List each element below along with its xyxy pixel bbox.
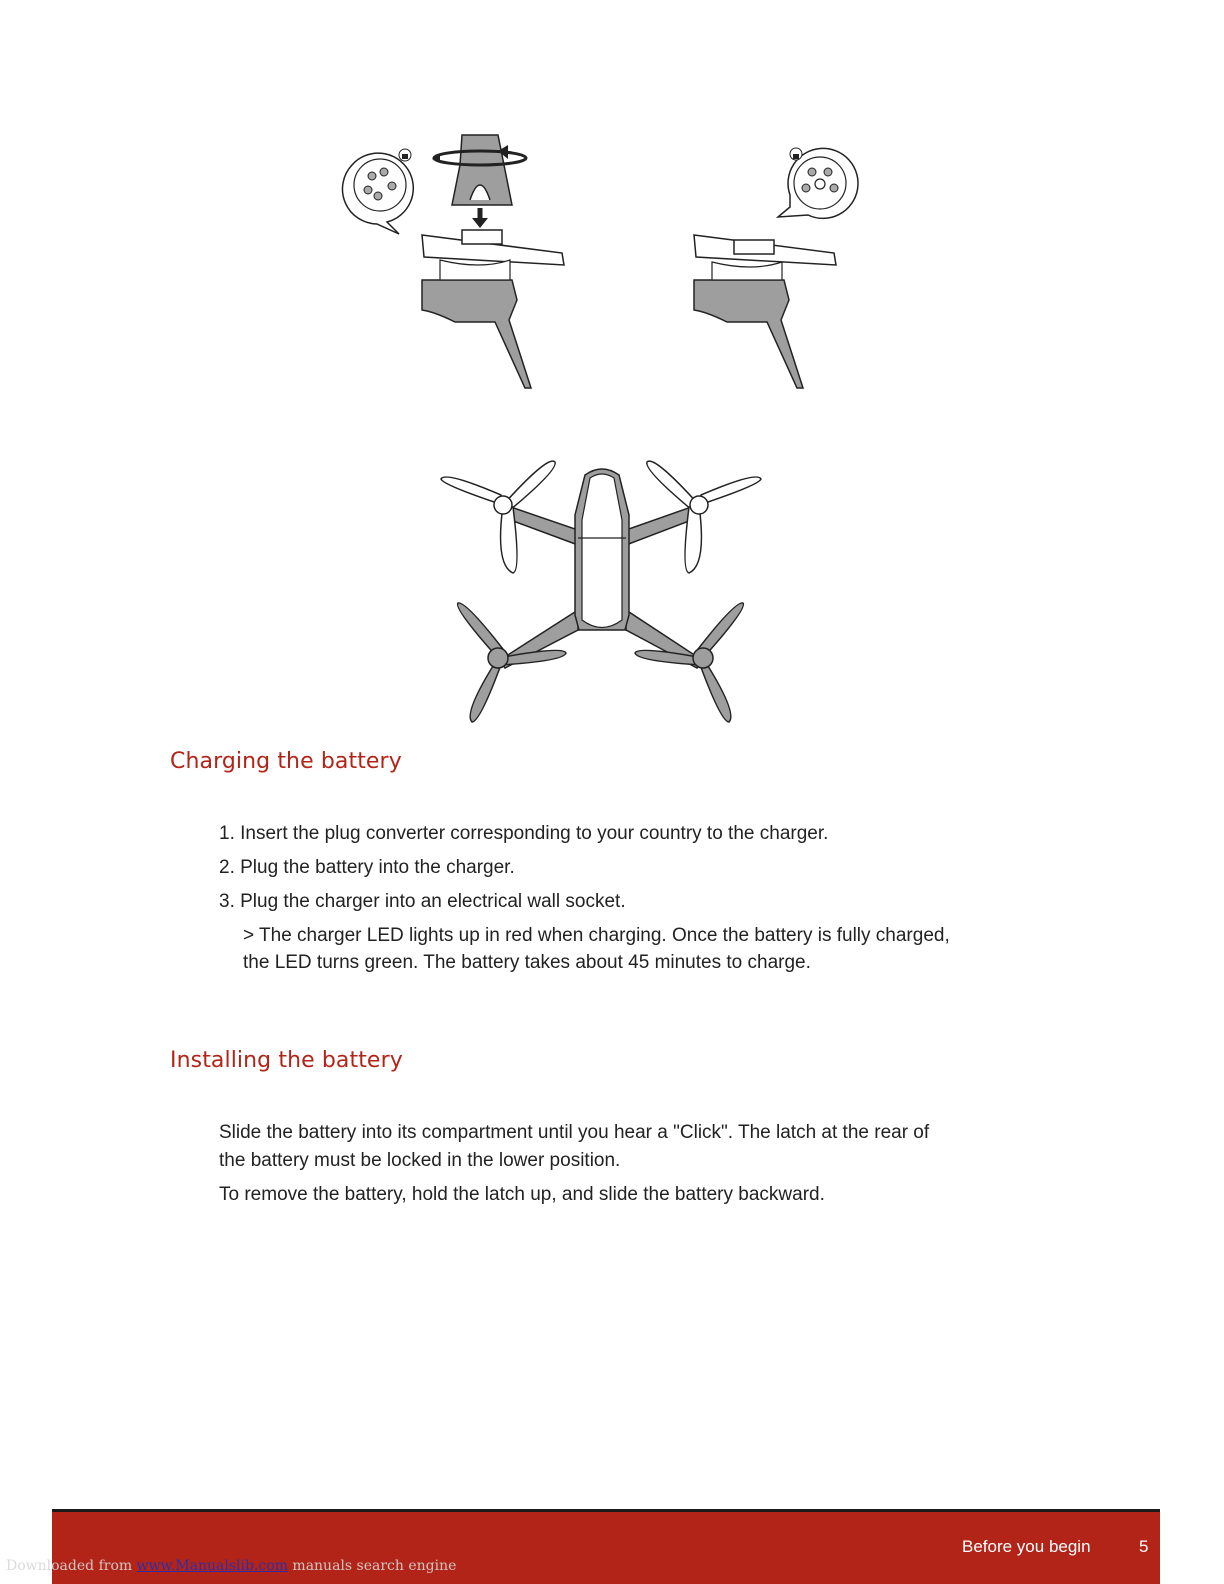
charging-step-1: 1. Insert the plug converter corresponding to your country to the charger. — [219, 823, 829, 844]
propeller-rear-right — [635, 603, 744, 722]
charging-section-title: Charging the battery — [170, 749, 402, 774]
lock-callout-bubble — [342, 149, 413, 234]
manualslib-watermark — [6, 1558, 456, 1574]
charging-step-2: 2. Plug the battery into the charger. — [219, 857, 515, 878]
propeller-hub-rotate — [432, 135, 526, 228]
propeller-rear-left — [458, 603, 567, 722]
drone-top-view-illustration — [0, 450, 1224, 740]
footer-section-title: Before you begin — [962, 1537, 1091, 1556]
page-number: 5 — [1139, 1537, 1149, 1556]
propeller-mount-illustration — [0, 0, 1224, 420]
installing-section-title: Installing the battery — [170, 1048, 403, 1073]
manualslib-link[interactable]: www.Manualslib.com — [136, 1558, 288, 1574]
installing-para-1-line-2: the battery must be locked in the lower position. — [219, 1150, 621, 1171]
unlock-callout-bubble — [778, 148, 858, 218]
installing-para-2: To remove the battery, hold the latch up, and slide the battery backward. — [219, 1184, 825, 1205]
charging-result-line-1: > The charger LED lights up in red when charging. Once the battery is fully charged, — [243, 925, 950, 946]
watermark-suffix: manuals search engine — [287, 1558, 457, 1574]
drone-arm-left — [422, 230, 564, 388]
charging-step-3: 3. Plug the charger into an electrical wall socket. — [219, 891, 626, 912]
watermark-prefix: Downloaded from — [6, 1558, 137, 1574]
charging-result-line-2: the LED turns green. The battery takes about 45 minutes to charge. — [243, 952, 811, 973]
installing-para-1-line-1: Slide the battery into its compartment until you hear a "Click". The latch at the rear of — [219, 1122, 930, 1143]
drone-arm-right — [694, 235, 836, 388]
